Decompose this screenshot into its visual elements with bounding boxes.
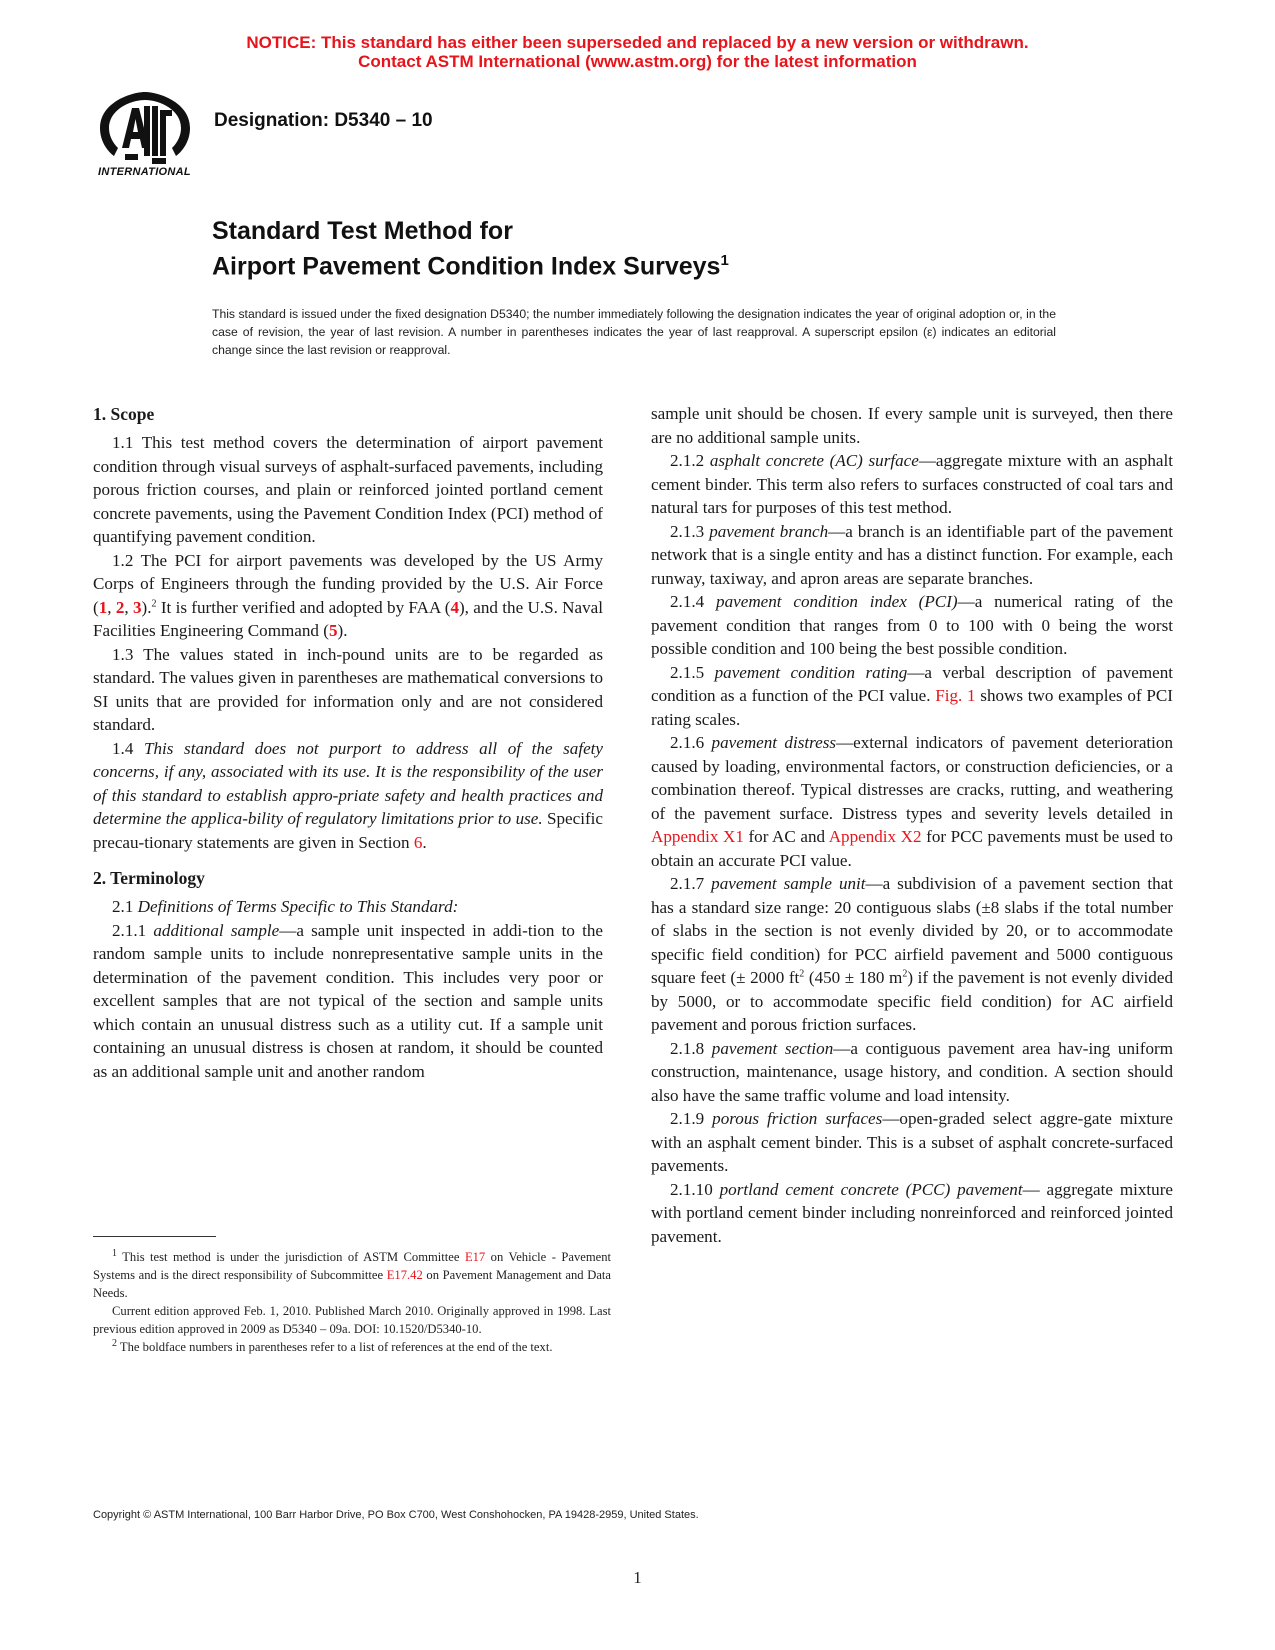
text: ). <box>141 597 152 617</box>
text: —open-graded select aggre-gate mixture with an asphalt cement binder. This is a subset of asphalt concrete-surfaced pavements. <box>651 1109 1173 1175</box>
paragraph-2-1-3 <box>651 520 1173 591</box>
footnote-mark: 2 <box>112 1337 117 1349</box>
text: — aggregate mixture with portland cement binder including nonreinforced and reinforced jointed pavement. <box>651 1179 1173 1246</box>
title-line-1: Standard Test Method for <box>212 217 513 245</box>
text: Specific precau-tionary statements are given in Section <box>93 809 604 852</box>
text: 2.1.8 <box>670 1038 712 1058</box>
term: portland cement concrete (PCC) pavement <box>719 1179 1023 1199</box>
paragraph-2-1-1-continued: sample unit should be chosen. If every sample unit is surveyed, then there are no additional sample units. <box>651 404 1173 447</box>
appendix-link[interactable]: Appendix X2 <box>828 827 922 846</box>
designation: Designation: D5340 – 10 <box>214 110 433 131</box>
text: . <box>422 832 427 852</box>
text: on Pavement Management and Data Needs. <box>93 1268 612 1300</box>
text: —a sample unit inspected in addi-tion to the random sample units to include nonrepresentative sample units in the determination of the pavement condition. This includes very poor or excellent samples that are not typical of the section and sample units which contain an unusual distress such as a utility cut. If a sample unit containing an unusual distress is chosen at random, it should be counted as an additional sample unit and another random <box>93 920 603 1081</box>
term: pavement condition rating <box>714 662 908 682</box>
text: 2.1.10 <box>670 1179 720 1199</box>
text: ), and the U.S. Naval Facilities Engineering Command ( <box>93 597 603 640</box>
text: 2.1.5 <box>670 662 715 682</box>
text: 2.1.3 <box>670 521 710 541</box>
paragraph-2-1-6 <box>651 731 1173 872</box>
section-link[interactable]: 6 <box>413 832 423 852</box>
footnote-mark: 1 <box>112 1247 117 1259</box>
issue-note: This standard is issued under the fixed designation D5340; the number immediately following the designation indicates the year of original adoption or, in the case of revision, the year of last revision. A number in parentheses indicates the year of last reapproval. A superscript epsilon (ε) indicates an editorial change since the last revision or reapproval. <box>212 307 1056 357</box>
paragraph-2-1-8 <box>651 1037 1173 1108</box>
text: , <box>124 597 133 617</box>
appendix-link[interactable]: Appendix X1 <box>651 827 744 846</box>
text: —a subdivision of a pavement section that has a standard size range: 20 contiguous slabs (±8 slabs if the total number of slabs in the section is not evenly divided by 20, or to accommodate specific field condition) for PCC airfield pavement and 5000 contiguous square feet (± 2000 ft <box>651 874 1174 987</box>
text: 2.1.2 <box>670 451 710 470</box>
footnote-2 <box>93 1338 611 1356</box>
term: additional sample <box>153 920 280 940</box>
term: pavement sample unit <box>711 874 866 893</box>
text: ). <box>337 621 348 640</box>
right-column <box>651 402 1173 1248</box>
superscript: 2 <box>799 968 805 980</box>
footnote-1-edition: Current edition approved Feb. 1, 2010. Published March 2010. Originally approved in 1998. Last previous edition approved in 2009 as D5340 – 09a. DOI: 10.1520/D5340-10. <box>93 1304 611 1336</box>
reference-link[interactable]: 1 <box>98 597 108 617</box>
term: pavement branch <box>709 521 829 541</box>
footnote-divider <box>93 1236 216 1237</box>
footnote-mark: 2 <box>151 597 157 609</box>
paragraph-2-1-9 <box>651 1107 1173 1178</box>
text: —external indicators of pavement deterioration caused by loading, environmental factors, or construction deficiencies, or a combination thereof. Typical distresses are cracks, rutting, and weathering of the pavement surface. Distress types and severity levels detailed in <box>651 733 1173 823</box>
paragraph-2-1-1 <box>93 919 603 1084</box>
text: Definitions of Terms Specific to This Standard: <box>137 897 459 916</box>
reference-link[interactable]: 4 <box>450 597 459 617</box>
text: —a branch is an identifiable part of the pavement network that is a single entity and has a distinct function. For example, each runway, taxiway, and apron areas are separate branches. <box>651 521 1173 588</box>
text: 1.2 The PCI for airport pavements was developed by the US Army Corps of Engineers through the funding provided by the U.S. Air Force ( <box>93 550 603 617</box>
text: —a verbal description of pavement condition as a function of the PCI value. <box>651 662 1174 705</box>
text: —a numerical rating of the pavement condition that ranges from 0 to 100 with 0 being the worst possible condition and 100 being the best possible condition. <box>651 592 1173 658</box>
text: —aggregate mixture with an asphalt cement binder. This term also refers to surfaces constructed of coal tars and natural tars for purposes of this test method. <box>651 451 1173 517</box>
footnote-1 <box>93 1248 611 1302</box>
section-heading-terminology: 2. Terminology <box>93 868 205 888</box>
paragraph-2-1-7 <box>651 872 1173 1037</box>
text: for PCC pavements must be used to obtain an accurate PCI value. <box>651 827 1173 870</box>
notice-line-1: NOTICE: This standard has either been superseded and replaced by a new version or withdrawn. <box>246 33 1029 52</box>
text: 2.1.6 <box>670 733 712 752</box>
term: pavement distress <box>711 733 837 752</box>
paragraph-1-3: 1.3 The values stated in inch-pound units are to be regarded as standard. The values given in parentheses are mathematical conversions to SI units that are provided for information only and are not considered standard. <box>93 644 603 734</box>
paragraph-2-1-2 <box>651 449 1173 520</box>
paragraph-1-4 <box>93 737 603 855</box>
title-line-2-text: Airport Pavement Condition Index Surveys <box>212 252 721 281</box>
figure-link[interactable]: Fig. 1 <box>935 686 976 705</box>
paragraph-1-2 <box>93 549 603 643</box>
reference-link[interactable]: 2 <box>115 597 125 617</box>
text: (450 ± 180 m <box>804 968 903 987</box>
paragraph-2-1 <box>93 895 603 919</box>
term: pavement condition index (PCI) <box>716 592 958 611</box>
superscript: 2 <box>902 968 908 980</box>
text: 2.1 <box>112 897 138 916</box>
section-heading-scope: 1. Scope <box>93 404 155 424</box>
text: on Vehicle - Pavement Systems and is the direct responsibility of Subcommittee <box>93 1250 612 1282</box>
term: porous friction surfaces <box>712 1109 883 1128</box>
subcommittee-link[interactable]: E17.42 <box>386 1268 423 1282</box>
text: 2.1.4 <box>670 592 717 611</box>
reference-link[interactable]: 5 <box>328 621 338 640</box>
text: , <box>107 597 116 617</box>
text: 2.1.9 <box>670 1109 713 1128</box>
paragraph-2-1-4 <box>651 590 1173 661</box>
text: 2.1.7 <box>670 874 712 893</box>
term: pavement section <box>711 1038 834 1058</box>
title-line-2 <box>212 246 729 281</box>
logo-text: INTERNATIONAL <box>98 166 191 178</box>
text: shows two examples of PCI rating scales. <box>651 686 1173 729</box>
superseded-notice <box>0 33 1275 71</box>
text: This test method is under the jurisdiction of ASTM Committee <box>117 1250 465 1264</box>
text: 1.4 <box>112 738 144 758</box>
paragraph-1-1: 1.1 This test method covers the determination of airport pavement condition through visual surveys of asphalt-surfaced pavements, including porous friction courses, and plain or reinforced jointed portland cement concrete pavements, using the Pavement Condition Index (PCI) method of quantifying pavement condition. <box>93 433 603 546</box>
title-footnote-mark: 1 <box>720 252 729 269</box>
term: asphalt concrete (AC) surface <box>709 451 919 470</box>
text: for AC and <box>743 827 829 846</box>
text: ) if the pavement is not evenly divided by 5000, or to accommodate specific field condition) for AC airfield pavement and porous friction surfaces. <box>651 968 1173 1034</box>
text: It is further verified and adopted by FAA ( <box>156 597 451 617</box>
text: This standard does not purport to address all of the safety concerns, if any, associated with its use. It is the responsibility of the user of this standard to establish appro-priate safety and health practices and determine the applica-bility of regulatory limitations prior to use. <box>93 738 604 828</box>
footnotes <box>93 1248 611 1356</box>
notice-line-2: Contact ASTM International (www.astm.org) for the latest information <box>358 52 917 71</box>
copyright-notice: Copyright © ASTM International, 100 Barr Harbor Drive, PO Box C700, West Conshohocken, PA 19428-2959, United States. <box>93 1509 699 1521</box>
text: —a contiguous pavement area hav-ing uniform construction, maintenance, usage history, and condition. A section should also have the same traffic volume and load intensity. <box>651 1038 1173 1105</box>
left-column <box>93 402 603 1083</box>
document-title <box>212 216 729 281</box>
paragraph-2-1-5 <box>651 661 1173 732</box>
reference-link[interactable]: 3 <box>132 597 142 617</box>
text: The boldface numbers in parentheses refer to a list of references at the end of the text. <box>117 1340 553 1354</box>
page-number: 1 <box>633 1568 642 1587</box>
paragraph-2-1-10 <box>651 1178 1173 1249</box>
committee-link[interactable]: E17 <box>464 1250 486 1264</box>
text: 2.1.1 <box>112 920 154 940</box>
